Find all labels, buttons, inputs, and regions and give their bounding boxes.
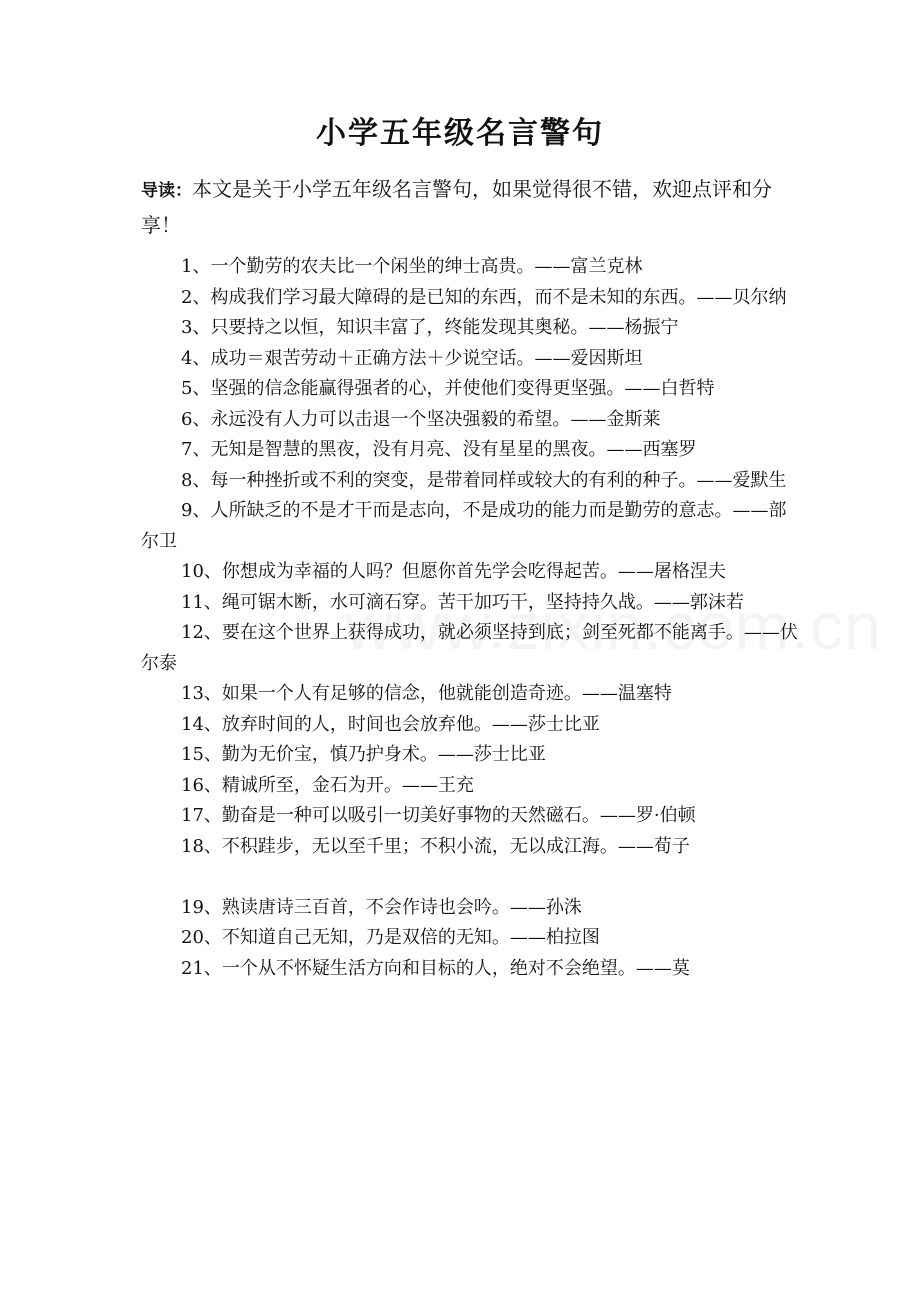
intro-paragraph	[141, 172, 801, 242]
quote-item: 21、一个从不怀疑生活方向和目标的人，绝对不会绝望。——莫	[181, 957, 690, 979]
quote-item: 20、不知道自己无知，乃是双倍的无知。——柏拉图	[181, 927, 600, 948]
quote-item: 9、人所缺乏的不是才干而是志向，不是成功的能力而是勤劳的意志。——部尔卫	[141, 500, 787, 552]
quote-item: 15、勤为无价宝，慎乃护身术。——莎士比亚	[181, 744, 546, 765]
quote-item: 5、坚强的信念能赢得强者的心，并使他们变得更坚强。——白哲特	[181, 378, 715, 399]
quote-item: 4、成功＝艰苦劳动＋正确方法＋少说空话。——爱因斯坦	[181, 347, 643, 369]
blank-line	[141, 862, 801, 893]
intro-label: 导读：	[141, 181, 192, 201]
quote-item: 1、一个勤劳的农夫比一个闲坐的绅士高贵。——富兰克林	[181, 256, 643, 277]
quote-item: 18、不积跬步，无以至千里；不积小流，无以成江海。——荀子	[181, 835, 690, 857]
quote-item: 17、勤奋是一种可以吸引一切美好事物的天然磁石。——罗·伯顿	[181, 805, 696, 826]
quote-item: 11、绳可锯木断，水可滴石穿。苦干加巧干，坚持持久战。——郭沫若	[181, 591, 744, 613]
quote-item: 13、如果一个人有足够的信念，他就能创造奇迹。——温塞特	[181, 683, 672, 704]
quote-item: 3、只要持之以恒，知识丰富了，终能发现其奥秘。——杨振宁	[181, 317, 679, 338]
quote-item: 2、构成我们学习最大障碍的是已知的东西，而不是未知的东西。——贝尔纳	[181, 286, 787, 308]
quote-item: 10、你想成为幸福的人吗？但愿你首先学会吃得起苦。——屠格涅夫	[181, 561, 726, 582]
quote-item: 14、放弃时间的人，时间也会放弃他。——莎士比亚	[181, 713, 600, 735]
quote-item: 19、熟读唐诗三百首，不会作诗也会吟。——孙洙	[181, 896, 582, 918]
quote-item: 7、无知是智慧的黑夜，没有月亮、没有星星的黑夜。——西塞罗	[181, 439, 697, 460]
quote-item: 6、永远没有人力可以击退一个坚决强毅的希望。——金斯莱	[181, 408, 661, 430]
quote-item: 8、每一种挫折或不利的突变，是带着同样或较大的有利的种子。——爱默生	[181, 469, 787, 491]
quote-list	[141, 252, 801, 984]
quote-item: 16、精诚所至，金石为开。——王充	[181, 774, 474, 796]
intro-text: 本文是关于小学五年级名言警句，如果觉得很不错，欢迎点评和分享！	[141, 177, 772, 237]
quote-item: 12、要在这个世界上获得成功，就必须坚持到底；剑至死都不能离手。——伏尔泰	[141, 622, 798, 674]
page-title: 小学五年级名言警句	[316, 116, 604, 151]
